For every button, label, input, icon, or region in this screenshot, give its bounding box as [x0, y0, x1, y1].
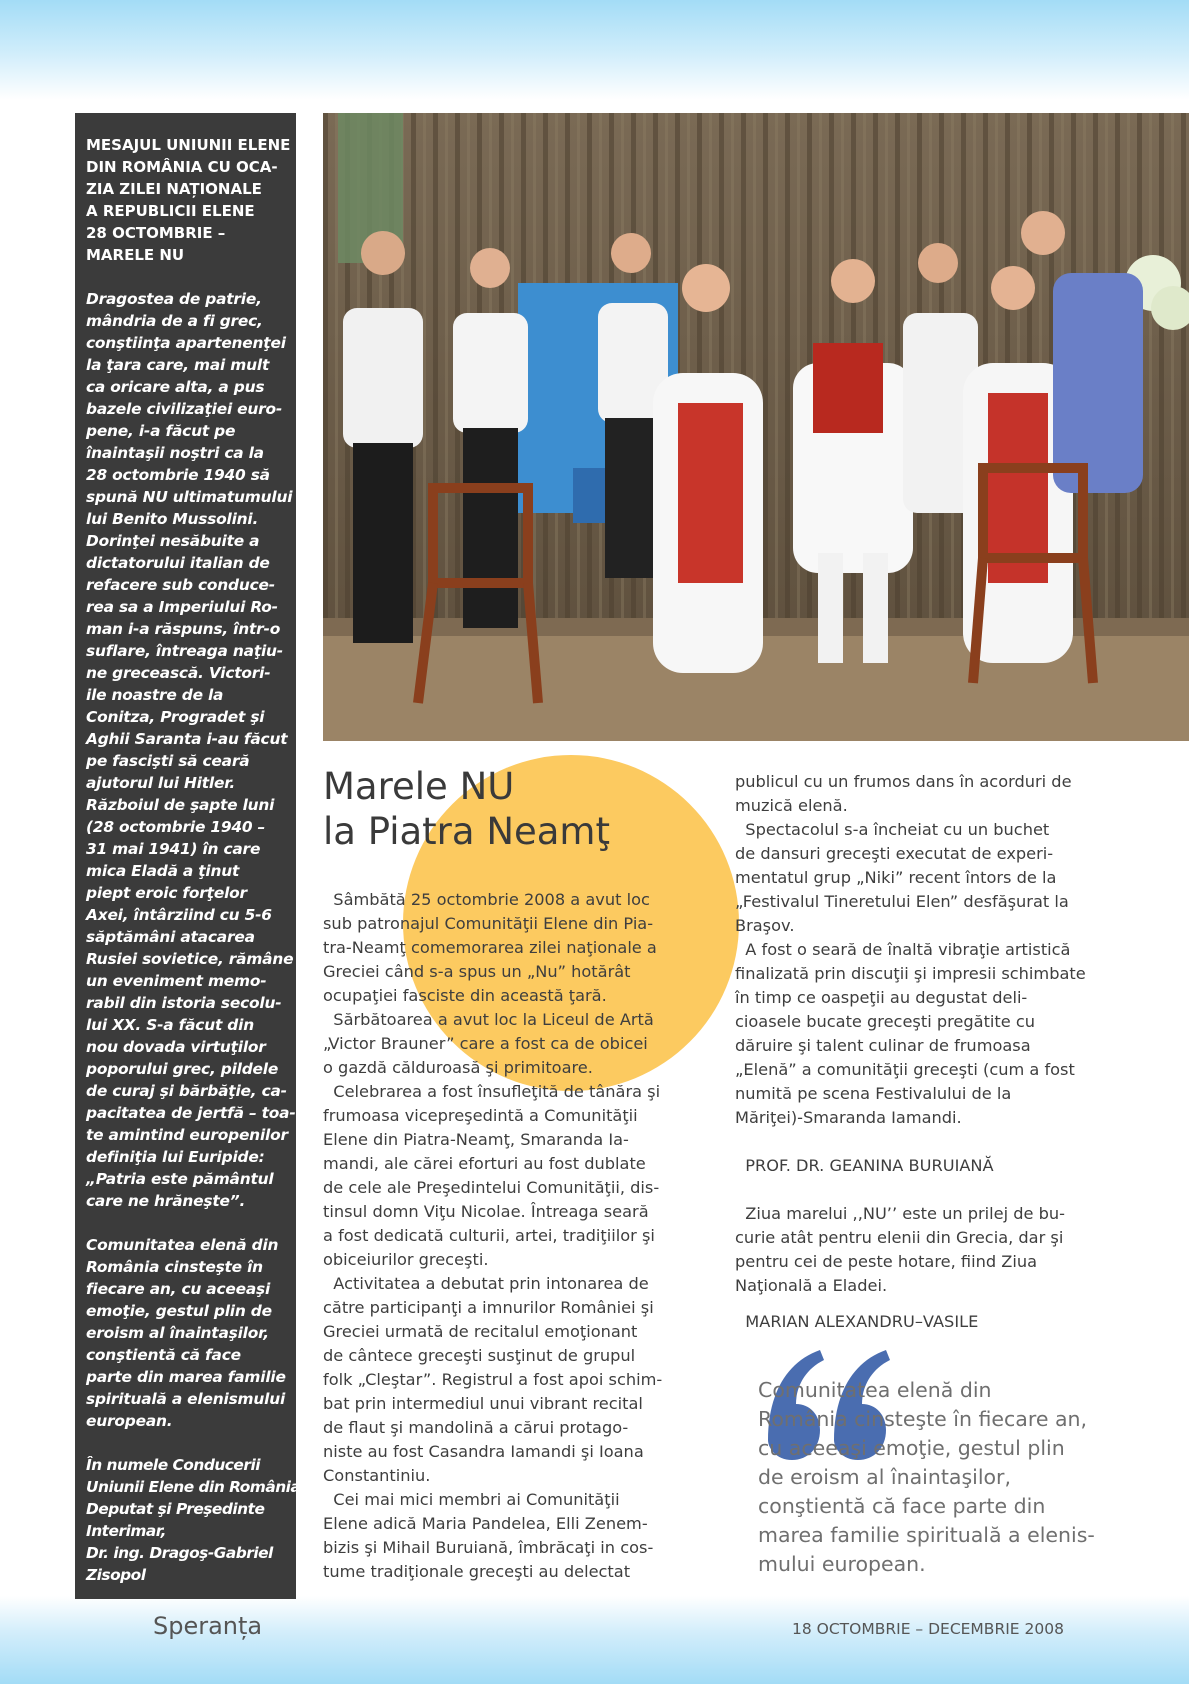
pull-quote-line: România cinsteşte în fiecare an, [758, 1407, 1088, 1431]
article-right-1-line: Braşov. [735, 916, 795, 935]
sidebar-para2-line: Comunitatea elenă din [86, 1236, 279, 1254]
sidebar-para1-line: suflare, întreaga naţiu- [86, 642, 283, 660]
article-left-line: Celebrarea a fost însufleţită de tânăra şi [323, 1082, 661, 1101]
sidebar-signature-line: În numele Conducerii [86, 1456, 261, 1474]
sidebar-title-line: ZIA ZILEI NAȚIONALE [86, 180, 262, 198]
article-right-block-2 [735, 1202, 1105, 1298]
article-left-line: tume tradiţionale greceşti au delectat [323, 1562, 631, 1581]
author-2: MARIAN ALEXANDRU–VASILE [735, 1312, 979, 1331]
article-right-1-line: mentatul grup „Niki” recent întors de la [735, 868, 1057, 887]
article-right-2-line: Naţională a Eladei. [735, 1276, 888, 1295]
sidebar-para1-line: lui XX. S-a făcut din [86, 1016, 254, 1034]
sidebar-para1-line: mândria de a fi grec, [86, 312, 263, 330]
article-left-line: bizis şi Mihail Buruiană, îmbrăcaţi in cos- [323, 1538, 654, 1557]
sidebar-para1-line: ca oricare alta, a pus [86, 378, 265, 396]
sidebar-para1-line: de curaj şi bărbăţie, ca- [86, 1082, 287, 1100]
bottom-gradient-band [0, 1596, 1189, 1684]
sidebar-para1-line: rea sa a Imperiului Ro- [86, 598, 278, 616]
article-left-line: Cei mai mici membri ai Comunităţii [323, 1490, 620, 1509]
sidebar-signature [86, 1454, 306, 1586]
sidebar-para1-line: care ne hrăneşte”. [86, 1192, 246, 1210]
article-right-block-1 [735, 770, 1105, 1130]
headline-line-1: Marele NU [323, 765, 515, 808]
article-left-line: Greciei urmată de recitalul emoţionant [323, 1322, 638, 1341]
article-right-1-line: cioasele bucate greceşti pregătite cu [735, 1012, 1036, 1031]
article-left-line: o gazdă călduroasă şi primitoare. [323, 1058, 593, 1077]
sidebar-para1-line: Dorinţei nesăbuite a [86, 532, 260, 550]
sidebar-para1-line: Dragostea de patrie, [86, 290, 262, 308]
article-right-1-line: Măriţei)-Smaranda Iamandi. [735, 1108, 962, 1127]
article-left-line: de cele ale Preşedintelui Comunităţii, dis- [323, 1178, 660, 1197]
pull-quote-line: Comunitatea elenă din [758, 1378, 992, 1402]
article-right-2-line: Ziua marelui ,,NU’’ este un prilej de bu- [735, 1204, 1066, 1223]
article-left-line: sub patronajul Comunităţii Elene din Pia- [323, 914, 654, 933]
sidebar-para1-line: definiţia lui Euripide: [86, 1148, 265, 1166]
sidebar-para2-line: spirituală a elenismului [86, 1390, 286, 1408]
article-left-line: Elene din Piatra-Neamţ, Smaranda Ia- [323, 1130, 629, 1149]
article-right-1-line: publicul cu un frumos dans în acorduri de [735, 772, 1072, 791]
sidebar-para2-line: emoţie, gestul plin de [86, 1302, 272, 1320]
sidebar-para2-line: eroism al înaintaşilor, [86, 1324, 269, 1342]
photo-illustration [323, 113, 1189, 741]
article-left-line: mandi, ale cărei eforturi au fost dublate [323, 1154, 646, 1173]
article-right-1-line: A fost o seară de înaltă vibraţie artistică [735, 940, 1071, 959]
article-left-line: Elene adică Maria Pandelea, Elli Zenem- [323, 1514, 648, 1533]
article-left-line: tra-Neamţ comemorarea zilei naţionale a [323, 938, 657, 957]
sidebar-para2-line: parte din marea familie [86, 1368, 286, 1386]
author-1: PROF. DR. GEANINA BURUIANĂ [735, 1156, 994, 1175]
article-left-line: tinsul domn Viţu Nicolae. Întreaga seară [323, 1202, 649, 1221]
article-right-1-line: finalizată prin discuţii şi impresii schimbate [735, 964, 1086, 983]
sidebar-para1-line: refacere sub conduce- [86, 576, 275, 594]
pull-quote-line: de eroism al înaintaşilor, [758, 1465, 1012, 1489]
sidebar-para1-line: dictatorului italian de [86, 554, 270, 572]
sidebar-para1-line: pacitatea de jertfă – toa- [86, 1104, 296, 1122]
sidebar-para1-line: ne grecească. Victori- [86, 664, 271, 682]
pull-quote-line: cu aceeaşi emoţie, gestul plin [758, 1436, 1065, 1460]
sidebar-para1-line: Aghii Saranta i-au făcut [86, 730, 288, 748]
sidebar-para1-line: lui Benito Mussolini. [86, 510, 259, 528]
article-right-1-line: muzică elenă. [735, 796, 848, 815]
sidebar-para1-line: 28 octombrie 1940 să [86, 466, 270, 484]
article-left-line: frumoasa vicepreşedintă a Comunităţii [323, 1106, 638, 1125]
article-left-line: de flaut şi mandolină a cărui protago- [323, 1418, 629, 1437]
article-left-line: Sărbătoarea a avut loc la Liceul de Artă [323, 1010, 654, 1029]
article-column-right [735, 770, 1105, 1334]
sidebar-para1-line: Conitza, Progradet şi [86, 708, 265, 726]
sidebar-para1-line: ile noastre de la [86, 686, 224, 704]
sidebar-para1-line: Rusiei sovietice, rămâne [86, 950, 294, 968]
article-right-1-line: în timp ce oaspeţii au degustat deli- [735, 988, 1028, 1007]
sidebar-title-line: MARELE NU [86, 246, 185, 264]
sidebar-paragraph-1 [86, 288, 296, 1212]
sidebar-para1-line: piept eroic forţelor [86, 884, 247, 902]
sidebar-title-line: 28 OCTOMBRIE – [86, 224, 226, 242]
sidebar-signature-line: Interimar, [86, 1522, 166, 1540]
article-left-line: obiceiurilor greceşti. [323, 1250, 489, 1269]
article-right-1-line: numită pe scena Festivalului de la [735, 1084, 1012, 1103]
sidebar-para1-line: pene, i-a făcut pe [86, 422, 236, 440]
sidebar-para1-line: un eveniment memo- [86, 972, 267, 990]
sidebar-message [75, 113, 306, 1599]
sidebar-para2-line: România cinsteşte în [86, 1258, 263, 1276]
sidebar-para1-line: la ţara care, mai mult [86, 356, 270, 374]
article-right-1-line: „Elenă” a comunităţii greceşti (cum a fost [735, 1060, 1075, 1079]
pull-quote [758, 1376, 1118, 1579]
article-left-line: Sâmbătă 25 octombrie 2008 a avut loc [323, 890, 650, 909]
sidebar-para1-line: ajutorul lui Hitler. [86, 774, 236, 792]
sidebar-title-line: DIN ROMÂNIA CU OCA- [86, 158, 278, 176]
pull-quote-line: marea familie spirituală a elenis- [758, 1523, 1095, 1547]
sidebar-para1-line: 31 mai 1941) în care [86, 840, 261, 858]
pull-quote-line: mului european. [758, 1552, 926, 1576]
article-column-left [323, 888, 691, 1584]
sidebar-para1-line: „Patria este pământul [86, 1170, 274, 1188]
article-left-line: Activitatea a debutat prin intonarea de [323, 1274, 649, 1293]
event-photo [323, 113, 1189, 741]
article-left-line: folk „Cleştar”. Registrul a fost apoi schim- [323, 1370, 663, 1389]
sidebar-para1-line: Războiul de şapte luni [86, 796, 275, 814]
article-left-line: „Victor Brauner” care a fost ca de obicei [323, 1034, 648, 1053]
headline-line-2: la Piatra Neamţ [323, 810, 610, 853]
sidebar-para1-line: nou dovada virtuţilor [86, 1038, 266, 1056]
sidebar-para1-line: te amintind europenilor [86, 1126, 288, 1144]
sidebar-para2-line: fiecare an, cu aceeaşi [86, 1280, 271, 1298]
sidebar-signature-line: Deputat şi Preşedinte [86, 1500, 265, 1518]
sidebar-para2-line: conştientă că face [86, 1346, 241, 1364]
article-left-line: Greciei când s-a spus un „Nu” hotărât [323, 962, 631, 981]
sidebar-para1-line: înaintaşii noştri ca la [86, 444, 264, 462]
sidebar-para1-line: man i-a răspuns, într-o [86, 620, 281, 638]
sidebar-title-line: MESAJUL UNIUNII ELENE [86, 136, 291, 154]
issue-info: 18 OCTOMBRIE – DECEMBRIE 2008 [792, 1620, 1064, 1638]
sidebar-para2-line: european. [86, 1412, 173, 1430]
article-right-2-line: pentru cei de peste hotare, fiind Ziua [735, 1252, 1038, 1271]
sidebar-para1-line: pe fascişti să ceară [86, 752, 250, 770]
sidebar-para1-line: săptămâni atacarea [86, 928, 255, 946]
article-left-line: Constantiniu. [323, 1466, 431, 1485]
sidebar-paragraph-2 [86, 1234, 286, 1432]
sidebar-para1-line: rabil din istoria secolu- [86, 994, 282, 1012]
magazine-name: Speranța [153, 1612, 263, 1640]
article-left-line: bat prin intermediul unui vibrant recital [323, 1394, 643, 1413]
article-right-1-line: Spectacolul s-a încheiat cu un buchet [735, 820, 1050, 839]
pull-quote-line: conştientă că face parte din [758, 1494, 1046, 1518]
top-gradient-band [0, 0, 1189, 100]
sidebar-para1-line: poporului grec, pildele [86, 1060, 279, 1078]
sidebar-para1-line: Axei, întârziind cu 5-6 [86, 906, 272, 924]
sidebar-para1-line: bazele civilizaţiei euro- [86, 400, 283, 418]
sidebar-signature-line: Dr. ing. Dragoş-Gabriel [86, 1544, 273, 1562]
sidebar-para1-line: conştiinţa apartenenţei [86, 334, 286, 352]
article-right-1-line: „Festivalul Tineretului Elen” desfăşurat la [735, 892, 1069, 911]
article-left-line: niste au fost Casandra Iamandi şi Ioana [323, 1442, 644, 1461]
article-left-line: ocupaţiei fasciste din această ţară. [323, 986, 607, 1005]
article-left-line: de cântece greceşti susţinut de grupul [323, 1346, 636, 1365]
sidebar-title [86, 134, 291, 266]
sidebar-title-line: A REPUBLICII ELENE [86, 202, 255, 220]
article-right-1-line: de dansuri greceşti executat de experi- [735, 844, 1054, 863]
sidebar-signature-line: Zisopol [86, 1566, 146, 1584]
article-headline [323, 764, 703, 854]
sidebar-para1-line: spună NU ultimatumului [86, 488, 293, 506]
sidebar-para1-line: (28 octombrie 1940 – [86, 818, 266, 836]
sidebar-signature-line: Uniunii Elene din România, [86, 1478, 306, 1496]
article-left-line: a fost dedicată culturii, artei, tradiţiilor şi [323, 1226, 655, 1245]
article-right-1-line: dăruire şi talent culinar de frumoasa [735, 1036, 1031, 1055]
sidebar-para1-line: mica Eladă a ţinut [86, 862, 240, 880]
article-right-2-line: curie atât pentru elenii din Grecia, dar şi [735, 1228, 1064, 1247]
article-left-line: către participanţi a imnurilor României şi [323, 1298, 654, 1317]
